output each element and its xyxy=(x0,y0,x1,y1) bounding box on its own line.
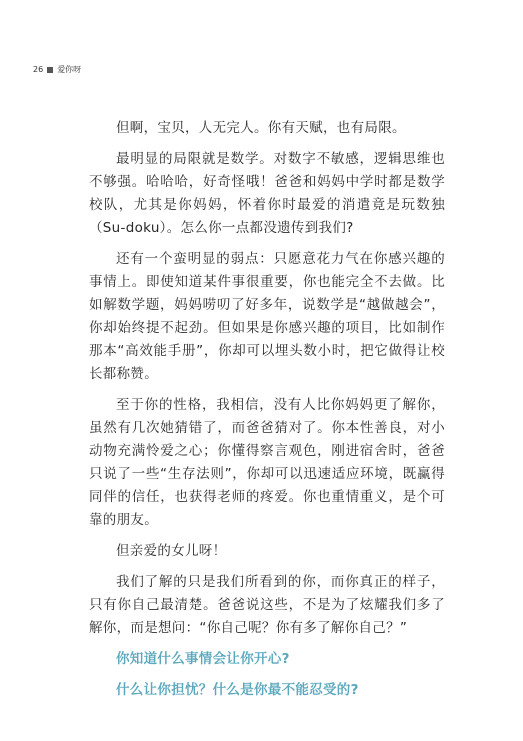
paragraph: 但啊，宝贝，人无完人。你有天赋，也有局限。 xyxy=(116,120,406,136)
highlighted-question: 你知道什么事情会让你开心? xyxy=(116,651,290,667)
highlighted-question: 什么让你担忧？什么是你最不能忍受的? xyxy=(116,682,359,698)
paragraph: 但亲爱的女儿呀！ xyxy=(116,543,227,559)
paragraph: 最明显的局限就是数学。对数字不敏感，逻辑思维也不够强。哈哈哈，好奇怪哦！爸爸和妈妈中学时都是数学校队，尤其是你妈妈，怀着你时最爱的消遣竟是玩数独（Su-doku）。怎么你一点都没遗传到我们? xyxy=(89,151,445,236)
section-title: 爱你呀 xyxy=(57,65,82,74)
page-number: 26 xyxy=(33,65,44,74)
page-content xyxy=(89,117,445,710)
paragraph: 我们了解的只是我们所看到的你，而你真正的样子，只有你自己最清楚。爸爸说这些，不是为了炫耀我们多了解你，而是想问：“你自己呢？你有多了解你自己？” xyxy=(89,574,445,636)
paragraph: 至于你的性格，我相信，没有人比你妈妈更了解你，虽然有几次她猜错了，而爸爸猜对了。你本性善良，对小动物充满怜爱之心；你懂得察言观色，刚进宿舍时，爸爸只说了一些“生存法则”，你却可以迅速适应环境，既赢得同伴的信任，也获得老师的疼爱。你也重情重义，是个可靠的朋友。 xyxy=(89,397,445,528)
paragraph: 还有一个蛮明显的弱点：只愿意花力气在你感兴趣的事情上。即使知道某件事很重要，你也能完全不去做。比如解数学题，妈妈唠叨了好多年，说数学是“越做越会”，你却始终提不起劲。但如果是你感兴趣的项目，比如制作那本“高效能手册”，你却可以埋头数小时，把它做得让校长都称赞。 xyxy=(89,251,445,382)
header-square-icon xyxy=(47,67,53,73)
page-header xyxy=(33,65,81,75)
